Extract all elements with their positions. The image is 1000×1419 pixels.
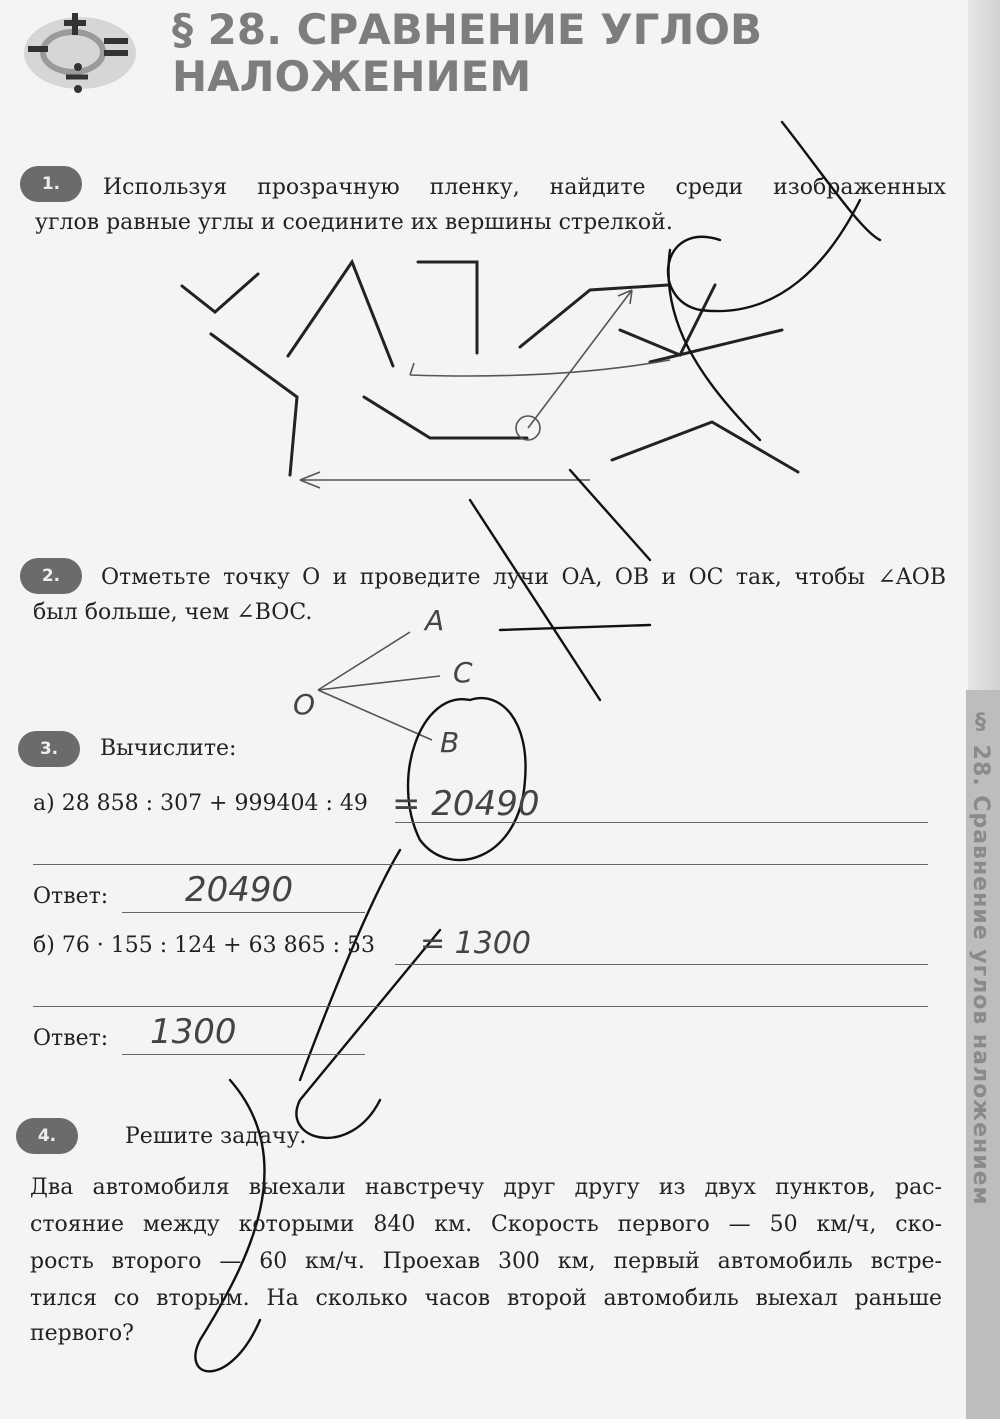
- task-4-line-2: стояние между которыми 840 км. Скорость первого — 50 км/ч, ско-: [30, 1212, 942, 1237]
- answer-label-a: Ответ:: [33, 884, 109, 909]
- pencil-arrow-3: [528, 290, 632, 428]
- task-4-line-3: рость второго — 60 км/ч. Проехав 300 км, первый автомобиль встре-: [30, 1249, 942, 1274]
- label-B: B: [440, 726, 460, 759]
- pencil-ray-OB: [318, 690, 432, 740]
- angle-6: [520, 285, 668, 347]
- pencil-ray-OC: [318, 676, 440, 690]
- angle-9: [612, 422, 798, 472]
- title-line-1: § 28. СРАВНЕНИЕ УГЛОВ: [172, 5, 762, 54]
- task-4-badge: 4.: [16, 1118, 78, 1154]
- writing-line: [395, 964, 928, 965]
- task-2-line-2: был больше, чем ∠BOC.: [33, 600, 313, 625]
- side-tab: [966, 690, 1000, 1419]
- page-title: [172, 6, 762, 100]
- task-3-badge: 3.: [18, 731, 80, 767]
- task-3a-expression: а) 28 858 : 307 + 999404 : 49: [33, 791, 368, 816]
- label-O: O: [293, 688, 316, 721]
- handwritten-overlay-5: [408, 698, 526, 860]
- math-signs-logo: [18, 5, 158, 100]
- task-1-line-2: углов равные углы и соедините их вершины стрелкой.: [35, 210, 673, 235]
- pencil-ray-OA: [318, 632, 410, 690]
- writing-line: [33, 1006, 928, 1007]
- task-3a-work: = 20490: [392, 784, 540, 824]
- answer-line: [122, 1054, 365, 1055]
- task-3b-work: = 1300: [420, 926, 532, 961]
- angle-5: [364, 397, 527, 438]
- angle-3: [418, 262, 477, 353]
- writing-line: [33, 864, 928, 865]
- task-3b-expression: б) 76 · 155 : 124 + 63 865 : 53: [33, 933, 375, 958]
- task-4-line-5: первого?: [30, 1321, 134, 1346]
- side-tab-text: § 28. Сравнение углов наложением: [968, 710, 993, 1206]
- pencil-arrow-1: [300, 472, 590, 488]
- task-1-badge: 1.: [20, 166, 82, 202]
- task-2-badge: 2.: [20, 558, 82, 594]
- handwritten-overlay-2: [668, 200, 860, 311]
- title-line-2: НАЛОЖЕНИЕМ: [172, 52, 532, 101]
- handwritten-overlay-6: [296, 850, 440, 1138]
- label-A: A: [425, 604, 445, 637]
- angle-1: [182, 274, 258, 312]
- task-3b-answer: 1300: [150, 1012, 237, 1052]
- task-4-line-1: Два автомобиля выехали навстречу друг другу из двух пунктов, рас-: [30, 1175, 942, 1200]
- task-1-line-1: Используя прозрачную пленку, найдите среди изображенных: [103, 175, 946, 200]
- task-4-heading: Решите задачу.: [125, 1124, 307, 1149]
- task-2-line-1: Отметьте точку O и проведите лучи OA, OB и OC так, чтобы ∠AOB: [101, 565, 946, 590]
- task-3a-answer: 20490: [185, 870, 294, 910]
- answer-label-b: Ответ:: [33, 1026, 109, 1051]
- label-C: C: [453, 656, 473, 689]
- angle-2: [288, 262, 393, 366]
- angle-7: [620, 285, 715, 355]
- writing-line: [395, 822, 928, 823]
- angle-8: [650, 330, 782, 362]
- answer-line: [122, 912, 365, 913]
- pencil-arrow-2: [410, 360, 670, 376]
- task-4-line-4: тился со вторым. На сколько часов второй автомобиль выехал раньше: [30, 1286, 942, 1311]
- handwritten-overlay-3: [668, 250, 760, 440]
- angle-4: [211, 334, 297, 475]
- task-3-heading: Вычислите:: [100, 736, 237, 761]
